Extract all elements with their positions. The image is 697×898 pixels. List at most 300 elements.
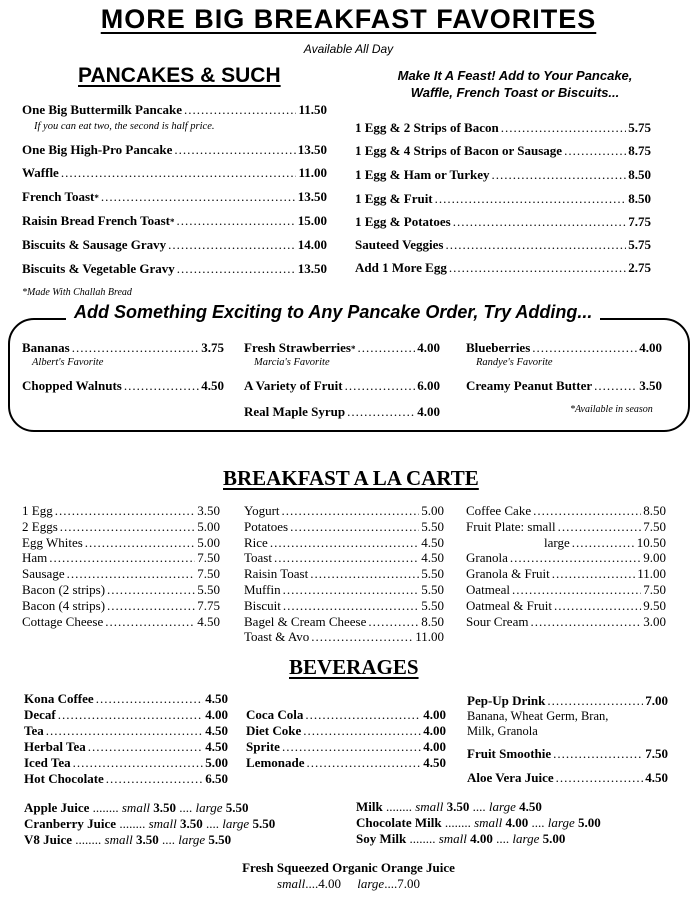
item-price: 9.00	[643, 550, 666, 566]
item-name: Sprite	[246, 739, 280, 754]
item-name: Diet Coke	[246, 723, 302, 738]
item-price: 7.50	[643, 518, 666, 534]
small-price: 3.50	[153, 800, 177, 815]
item-price: 8.50	[628, 191, 651, 206]
item-name: Real Maple Syrup	[244, 404, 346, 419]
challah-footnote: *Made With Challah Bread	[22, 287, 132, 298]
leader-dots	[274, 550, 419, 566]
item-name: Egg Whites	[22, 534, 83, 550]
leader-dots	[184, 102, 296, 118]
menu-item	[244, 582, 444, 598]
leader-dots: ....	[492, 831, 513, 846]
pepup-desc-line2: Milk, Granola	[467, 724, 538, 738]
menu-item	[544, 535, 666, 551]
item-name: 1 Egg & Potatoes	[355, 214, 451, 229]
menu-item	[355, 191, 651, 207]
menu-item	[24, 771, 228, 787]
beverage-name: Soy Milk	[356, 831, 407, 846]
addons-heading: Add Something Exciting to Any Pancake Order, Try Adding...	[66, 302, 600, 323]
sized-beverage	[356, 799, 542, 815]
item-name: Waffle	[22, 165, 59, 180]
menu-item	[22, 189, 327, 205]
item-price: 8.50	[628, 167, 651, 182]
item-price: 4.50	[421, 534, 444, 550]
oj-small-price: 4.00	[318, 876, 341, 891]
menu-item	[467, 693, 668, 709]
leader-dots	[73, 755, 204, 771]
menu-item	[466, 378, 662, 394]
carte-heading: BREAKFAST A LA CARTE	[223, 466, 479, 490]
leader-dots	[449, 260, 626, 276]
menu-item	[22, 614, 220, 630]
item-name: 1 Egg & Fruit	[355, 191, 433, 206]
item-price: 8.50	[643, 503, 666, 518]
large-price: 5.50	[208, 832, 232, 847]
item-name: Raisin Bread French Toast	[22, 213, 170, 228]
item-price: 14.00	[297, 237, 327, 252]
small-label: small	[438, 831, 467, 846]
menu-item	[24, 723, 228, 739]
item-name: A Variety of Fruit	[244, 378, 343, 393]
leader-dots	[55, 503, 196, 519]
menu-item	[466, 598, 666, 614]
item-name: Sausage	[22, 566, 65, 582]
leader-dots	[512, 582, 641, 598]
item-name: Chopped Walnuts	[22, 378, 122, 393]
leader-dots	[558, 519, 642, 535]
menu-item	[244, 340, 440, 356]
item-name: Oatmeal	[466, 582, 511, 597]
leader-dots: ....	[469, 799, 489, 814]
item-name: Tea	[24, 723, 44, 738]
menu-item	[466, 519, 666, 535]
item-name: Sour Cream	[466, 613, 529, 629]
item-price: 4.00	[205, 707, 228, 722]
menu-item	[22, 142, 327, 158]
item-name: Biscuit	[244, 597, 281, 613]
leader-dots	[88, 739, 203, 755]
small-price: 3.50	[446, 799, 470, 814]
leader-dots	[85, 535, 195, 551]
item-name: Fruit Smoothie	[467, 746, 552, 761]
item-name: large	[544, 534, 570, 550]
item-name: Biscuits & Sausage Gravy	[22, 237, 167, 252]
large-label: large	[195, 800, 223, 815]
item-price: 15.00	[297, 213, 327, 228]
item-price: 7.50	[197, 566, 220, 582]
leader-dots	[594, 378, 637, 394]
menu-item	[355, 167, 651, 183]
small-price: 4.00	[505, 815, 529, 830]
menu-item	[22, 566, 220, 582]
item-name: French Toast	[22, 189, 95, 204]
leader-dots	[282, 503, 420, 519]
item-name: Decaf	[24, 707, 56, 722]
item-price: 11.50	[298, 102, 327, 117]
menu-item	[355, 260, 651, 276]
menu-item	[355, 120, 651, 136]
leader-dots	[176, 213, 295, 229]
item-name: Coca Cola	[246, 707, 304, 722]
menu-item	[246, 723, 446, 739]
item-price: 7.75	[197, 597, 220, 613]
menu-item	[466, 340, 662, 356]
item-price: 4.50	[645, 770, 668, 785]
item-name: Ham	[22, 550, 48, 566]
buttermilk-note: If you can eat two, the second is half price.	[34, 121, 215, 132]
feast-intro	[350, 67, 680, 101]
item-note: Marcia's Favorite	[254, 357, 330, 368]
menu-item	[22, 519, 220, 535]
beverage-name: Milk	[356, 799, 383, 814]
leader-dots	[303, 723, 421, 739]
item-price: 4.00	[417, 404, 440, 419]
leader-dots: ....	[202, 816, 223, 831]
item-name: Muffin	[244, 582, 281, 597]
item-name: Blueberries	[466, 340, 531, 355]
menu-item	[24, 739, 228, 755]
item-price: 7.50	[645, 746, 668, 761]
large-price: 5.50	[252, 816, 276, 831]
leader-dots	[310, 566, 419, 582]
pepup-desc-line1: Banana, Wheat Germ, Bran,	[467, 709, 609, 723]
feast-intro-line2: Waffle, French Toast or Biscuits...	[410, 85, 620, 100]
item-price: 4.00	[423, 739, 446, 754]
item-price: 4.50	[197, 613, 220, 629]
leader-dots	[46, 723, 204, 739]
item-price: 11.00	[415, 629, 444, 645]
leader-dots	[61, 165, 297, 181]
item-name: Bagel & Cream Cheese	[244, 613, 367, 629]
item-asterisk: *	[94, 193, 99, 203]
leader-dots	[311, 629, 413, 645]
large-label: large	[222, 816, 250, 831]
item-price: 7.00	[645, 693, 668, 708]
item-name: One Big Buttermilk Pancake	[22, 102, 182, 117]
item-price: 13.50	[297, 189, 327, 204]
menu-item	[355, 214, 651, 230]
item-price: 5.50	[421, 518, 444, 534]
leader-dots: ....	[176, 800, 196, 815]
item-price: 11.00	[298, 165, 327, 180]
menu-title: MORE BIG BREAKFAST FAVORITES	[100, 4, 597, 34]
orange-juice-prices: small....4.00 large....7.00	[277, 876, 420, 891]
leader-dots	[174, 142, 295, 158]
menu-item	[355, 237, 651, 253]
menu-item	[22, 598, 220, 614]
item-price: 5.00	[197, 534, 220, 550]
leader-dots	[305, 707, 421, 723]
item-price: 6.00	[417, 378, 440, 393]
leader-dots	[58, 707, 203, 723]
item-price: 3.50	[197, 503, 220, 518]
item-note: Randye's Favorite	[476, 357, 553, 368]
menu-item	[244, 503, 444, 519]
small-label: small	[474, 815, 503, 830]
item-price: 4.00	[423, 723, 446, 738]
large-price: 4.50	[519, 799, 542, 814]
menu-item	[467, 746, 668, 762]
large-label: large	[488, 799, 516, 814]
item-name: Toast & Avo	[244, 629, 310, 645]
item-name: Kona Coffee	[24, 691, 94, 706]
leader-dots	[347, 404, 415, 420]
item-price: 4.50	[201, 378, 224, 393]
menu-item	[244, 404, 440, 420]
menu-item	[22, 261, 327, 277]
item-name: Hot Chocolate	[24, 771, 104, 786]
menu-item	[466, 582, 666, 598]
leader-dots	[435, 191, 627, 207]
menu-item	[466, 614, 666, 630]
leader-dots	[491, 167, 626, 183]
item-price: 4.00	[639, 340, 662, 355]
item-name: 1 Egg & 2 Strips of Bacon	[355, 120, 499, 135]
item-name: 1 Egg & 4 Strips of Bacon or Sausage	[355, 143, 563, 158]
menu-item	[246, 739, 446, 755]
sized-beverage	[356, 831, 565, 847]
oj-large-label: large	[357, 876, 385, 891]
item-price: 2.75	[628, 260, 651, 275]
leader-dots	[282, 739, 421, 755]
menu-item	[246, 755, 446, 771]
item-note: Albert's Favorite	[32, 357, 104, 368]
item-name: 1 Egg	[22, 503, 53, 518]
large-label: large	[547, 815, 575, 830]
item-name: Aloe Vera Juice	[467, 770, 554, 785]
leader-dots	[368, 614, 419, 630]
menu-item	[244, 378, 440, 394]
leader-dots	[532, 340, 637, 356]
menu-item	[24, 691, 228, 707]
pancakes-heading: PANCAKES & SUCH	[78, 64, 281, 87]
menu-item	[22, 535, 220, 551]
leader-dots	[60, 519, 196, 535]
item-name: Fruit Plate: small	[466, 518, 556, 534]
item-name: Add 1 More Egg	[355, 260, 447, 275]
leader-dots	[501, 120, 627, 136]
item-name: Herbal Tea	[24, 739, 86, 754]
leader-dots	[345, 378, 416, 394]
leader-dots	[106, 771, 203, 787]
item-price: 11.00	[637, 566, 666, 582]
item-price: 5.50	[421, 582, 444, 597]
leader-dots	[572, 535, 635, 551]
leader-dots	[101, 189, 296, 205]
item-price: 13.50	[297, 261, 327, 276]
season-footnote: *Available in season	[570, 404, 653, 415]
menu-item	[244, 614, 444, 630]
item-price: 4.50	[421, 550, 444, 566]
menu-item	[244, 598, 444, 614]
leader-dots	[270, 535, 419, 551]
leader-dots: ....	[528, 815, 548, 830]
leader-dots	[553, 746, 643, 762]
leader-dots	[556, 770, 644, 786]
item-name: Creamy Peanut Butter	[466, 378, 593, 393]
item-name: Bacon (4 strips)	[22, 597, 106, 613]
item-price: 9.50	[643, 597, 666, 613]
leader-dots: ........	[72, 832, 105, 847]
item-price: 4.50	[205, 691, 228, 706]
item-price: 5.00	[205, 755, 228, 770]
item-name: Iced Tea	[24, 755, 71, 770]
leader-dots	[547, 693, 643, 709]
small-label: small	[415, 799, 444, 814]
menu-item	[24, 707, 228, 723]
menu-item	[244, 566, 444, 582]
item-price: 4.50	[205, 723, 228, 738]
leader-dots: ........	[116, 816, 149, 831]
leader-dots: ....	[158, 832, 179, 847]
menu-item	[22, 582, 220, 598]
item-price: 7.50	[197, 550, 220, 566]
leader-dots	[49, 550, 195, 566]
menu-item	[22, 378, 224, 394]
leader-dots	[552, 566, 635, 582]
small-price: 4.00	[470, 831, 493, 846]
leader-dots: ........	[406, 831, 439, 846]
item-price: 3.00	[643, 613, 666, 629]
item-asterisk: *	[169, 217, 175, 227]
item-price: 5.50	[421, 566, 444, 582]
menu-item	[24, 755, 228, 771]
item-price: 4.50	[205, 739, 228, 754]
menu-item	[466, 566, 666, 582]
sized-beverage	[24, 832, 231, 848]
leader-dots	[554, 598, 641, 614]
item-price: 13.50	[297, 142, 327, 157]
small-price: 3.50	[179, 816, 203, 831]
small-label: small	[121, 800, 151, 815]
small-label: small	[104, 832, 133, 847]
large-price: 5.50	[225, 800, 249, 815]
menu-item	[244, 519, 444, 535]
feast-intro-line1: Make It A Feast! Add to Your Pancake,	[397, 68, 633, 83]
menu-item	[22, 102, 327, 118]
leader-dots	[533, 503, 641, 519]
item-price: 5.50	[197, 582, 220, 597]
leader-dots	[283, 582, 420, 598]
item-price: 5.75	[628, 237, 651, 252]
item-name: Oatmeal & Fruit	[466, 597, 552, 613]
leader-dots	[290, 519, 419, 535]
leader-dots: ........	[382, 799, 416, 814]
item-price: 3.75	[201, 340, 224, 355]
leader-dots	[510, 550, 641, 566]
item-name: Coffee Cake	[466, 503, 532, 518]
leader-dots	[177, 261, 296, 277]
availability-note: Available All Day	[303, 42, 394, 56]
menu-item	[466, 503, 666, 519]
large-label: large	[512, 831, 540, 846]
menu-item	[244, 535, 444, 551]
menu-item	[22, 550, 220, 566]
small-price: 3.50	[135, 832, 159, 847]
item-name: One Big High-Pro Pancake	[22, 142, 173, 157]
menu-item	[246, 707, 446, 723]
beverage-name: Cranberry Juice	[24, 816, 117, 831]
item-name: Granola & Fruit	[466, 566, 550, 582]
leader-dots	[357, 340, 415, 356]
menu-item	[244, 550, 444, 566]
item-name: Biscuits & Vegetable Gravy	[22, 261, 175, 276]
leader-dots	[445, 237, 626, 253]
menu-item	[22, 340, 224, 356]
leader-dots	[124, 378, 199, 394]
menu-item	[22, 503, 220, 519]
item-name: Raisin Toast	[244, 566, 309, 582]
menu-item	[467, 770, 668, 786]
item-price: 8.50	[421, 613, 444, 629]
beverage-name: V8 Juice	[24, 832, 73, 847]
menu-item	[22, 213, 327, 229]
beverage-name: Chocolate Milk	[356, 815, 442, 830]
sized-beverage	[24, 816, 275, 832]
oj-large-price: 7.00	[397, 876, 420, 891]
leader-dots	[564, 143, 626, 159]
orange-juice-title: Fresh Squeezed Organic Orange Juice	[242, 860, 455, 875]
menu-item	[22, 237, 327, 253]
leader-dots	[67, 566, 196, 582]
leader-dots	[96, 691, 204, 707]
beverages-heading: BEVERAGES	[289, 655, 419, 679]
large-price: 5.00	[577, 815, 601, 830]
leader-dots	[530, 614, 641, 630]
item-name: 2 Eggs	[22, 518, 58, 534]
leader-dots	[107, 598, 195, 614]
item-name: Yogurt	[244, 503, 280, 518]
large-price: 5.00	[542, 831, 566, 846]
menu-item	[22, 165, 327, 181]
leader-dots	[307, 755, 422, 771]
item-name: Lemonade	[246, 755, 305, 770]
item-price: 7.75	[628, 214, 651, 229]
menu-item	[466, 550, 666, 566]
item-name: Fresh Strawberries	[244, 340, 351, 355]
item-price: 7.50	[643, 582, 666, 597]
leader-dots	[105, 614, 195, 630]
small-label: small	[148, 816, 177, 831]
leader-dots	[283, 598, 419, 614]
leader-dots: ........	[441, 815, 475, 830]
item-price: 4.50	[423, 755, 446, 770]
item-name: Granola	[466, 550, 508, 566]
menu-item	[244, 629, 444, 645]
item-name: Toast	[244, 550, 272, 566]
item-price: 4.00	[417, 340, 440, 355]
item-price: 8.75	[628, 143, 651, 158]
item-name: Sauteed Veggies	[355, 237, 444, 252]
leader-dots	[453, 214, 627, 230]
item-name: Bacon (2 strips)	[22, 582, 106, 597]
item-price: 5.00	[421, 503, 444, 518]
item-price: 3.50	[639, 378, 662, 393]
item-name: Rice	[244, 534, 268, 550]
item-name: Bananas	[22, 340, 70, 355]
item-name: Potatoes	[244, 518, 289, 534]
item-price: 6.50	[205, 771, 228, 786]
item-price: 5.75	[628, 120, 651, 135]
beverage-name: Apple Juice	[24, 800, 90, 815]
leader-dots	[72, 340, 200, 356]
item-price: 4.00	[423, 707, 446, 722]
item-price: 5.50	[421, 597, 444, 613]
item-asterisk: *	[350, 344, 356, 354]
sized-beverage	[356, 815, 601, 831]
leader-dots: ........	[89, 800, 122, 815]
item-name: Cottage Cheese	[22, 613, 104, 629]
